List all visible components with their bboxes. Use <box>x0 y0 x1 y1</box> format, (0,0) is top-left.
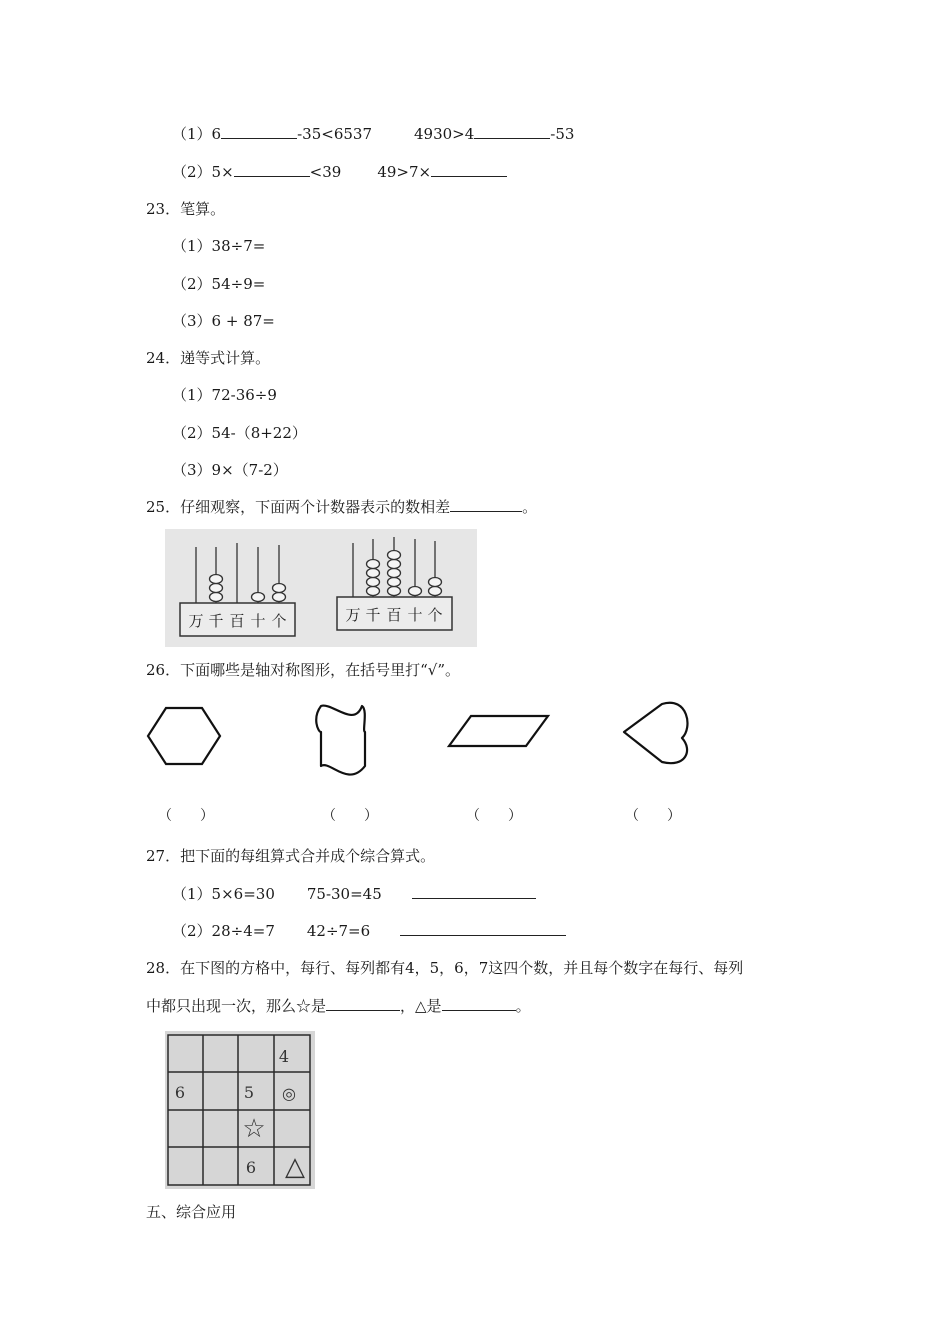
q27-1-answer-blank[interactable] <box>412 884 536 899</box>
abacus-right-label-qian: 千 <box>365 606 381 624</box>
q22-2-label: （2） <box>172 163 212 181</box>
q26-title: 26．下面哪些是轴对称图形，在括号里打“√”。 <box>146 661 460 679</box>
grid-cell-r4c3: 6 <box>245 1158 257 1177</box>
q27-line1 <box>172 884 536 904</box>
q25-title-post: 。 <box>522 498 538 516</box>
abacus-right-label-shi: 十 <box>407 606 423 624</box>
q23-item-2: （2）54÷9= <box>172 275 266 293</box>
q22-line1 <box>172 124 574 144</box>
q23-title: 23．笔算。 <box>146 200 226 218</box>
q27-2-label: （2） <box>172 922 212 940</box>
q28-title-post: 。 <box>515 997 531 1015</box>
abacus-left-label-shi: 十 <box>250 612 266 630</box>
q26-paren-2[interactable]: （ ） <box>322 808 378 824</box>
q22-2-a-blank[interactable] <box>234 162 310 177</box>
q22-2-a-pre: 5× <box>211 163 234 181</box>
abacus-figure <box>165 529 477 647</box>
q27-1-a: 5×6=30 <box>211 885 275 903</box>
q22-1-b-blank[interactable] <box>474 124 550 139</box>
q28-title-line2 <box>146 996 531 1016</box>
q28-title-pre: 中都只出现一次，那么☆是 <box>146 997 327 1015</box>
q23-item-3: （3）6 + 87= <box>172 312 275 330</box>
abacus-left-label-bai: 百 <box>229 612 245 630</box>
abacus-right-label-bai: 百 <box>386 606 402 624</box>
q26-paren-3[interactable]: （ ） <box>466 808 522 824</box>
grid-cell-r4c4-triangle: △ <box>285 1152 305 1182</box>
grid-cell-r2c4-double-circle: ◎ <box>282 1084 296 1103</box>
q28-title-line1: 28．在下图的方格中，每行、每列都有4，5，6，7这四个数，并且每个数字在每行、每列 <box>146 959 744 977</box>
q22-1-a-pre: 6 <box>211 125 222 143</box>
q22-line2 <box>172 162 507 182</box>
q23-item-1: （1）38÷7= <box>172 237 266 255</box>
q26-paren-1[interactable]: （ ） <box>158 808 214 824</box>
abacus-left-label-qian: 千 <box>208 612 224 630</box>
q28-title-mid: ，△是 <box>400 997 442 1015</box>
q22-1-a-post: -35<6537 <box>297 125 372 143</box>
q27-1-label: （1） <box>172 885 212 903</box>
q24-item-2: （2）54-（8+22） <box>172 424 307 442</box>
q27-1-b: 75-30=45 <box>306 885 382 903</box>
q27-line2 <box>172 921 566 941</box>
parallelogram-shape <box>449 716 548 746</box>
abacus-right-label-ge: 个 <box>427 606 443 624</box>
q22-2-b-pre: 49>7× <box>377 163 432 181</box>
grid-cell-r2c3: 5 <box>243 1083 255 1102</box>
q22-2-b-blank[interactable] <box>431 162 507 177</box>
q27-2-b: 42÷7=6 <box>306 922 371 940</box>
q24-title: 24．递等式计算。 <box>146 349 271 367</box>
abacus-left-label-wan: 万 <box>188 612 204 630</box>
wavy-shape <box>316 706 365 775</box>
q25-answer-blank[interactable] <box>450 497 522 512</box>
abacus-left-label-ge: 个 <box>271 612 287 630</box>
q28-star-blank[interactable] <box>326 996 400 1011</box>
grid-cell-r2c1: 6 <box>174 1083 186 1102</box>
q25-title <box>146 497 537 517</box>
q26-paren-4[interactable]: （ ） <box>625 808 681 824</box>
q24-item-1: （1）72-36÷9 <box>172 386 277 404</box>
heart-shape <box>624 703 687 763</box>
q27-2-a: 28÷4=7 <box>211 922 275 940</box>
q22-1-label: （1） <box>172 125 212 143</box>
latin-square-grid <box>165 1031 315 1189</box>
q24-item-3: （3）9×（7-2） <box>172 461 288 479</box>
q27-2-answer-blank[interactable] <box>400 921 566 936</box>
grid-cell-r3c3-star: ☆ <box>242 1114 266 1144</box>
q22-1-b-post: -53 <box>550 125 575 143</box>
hexagon-shape <box>148 708 220 764</box>
q25-title-pre: 25．仔细观察，下面两个计数器表示的数相差 <box>146 498 451 516</box>
abacus-right-label-wan: 万 <box>345 606 361 624</box>
q28-triangle-blank[interactable] <box>442 996 516 1011</box>
q22-2-a-post: <39 <box>309 163 342 181</box>
q27-title: 27．把下面的每组算式合并成个综合算式。 <box>146 847 436 865</box>
q22-1-b-pre: 4930>4 <box>414 125 475 143</box>
grid-cell-r1c4: 4 <box>278 1047 290 1066</box>
q26-shapes <box>140 698 720 784</box>
section5-title: 五、综合应用 <box>146 1203 237 1221</box>
q22-1-a-blank[interactable] <box>221 124 297 139</box>
